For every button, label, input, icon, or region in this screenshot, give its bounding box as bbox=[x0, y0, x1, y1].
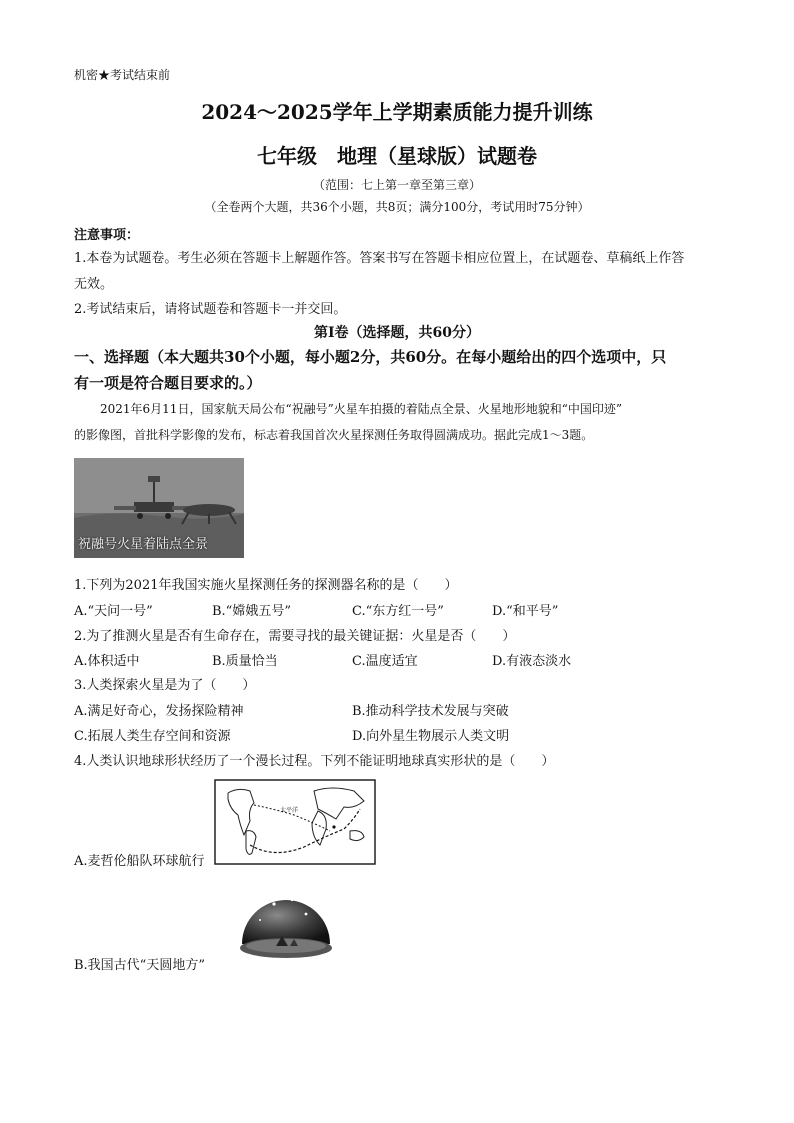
section-instruction-cont: 有一项是符合题目要求的。） bbox=[74, 374, 262, 392]
zhurong-photo bbox=[74, 458, 244, 558]
world-map-graphic bbox=[214, 779, 376, 865]
q3-option-c: C.拓展人类生存空间和资源 bbox=[74, 729, 231, 744]
q2-option-b: B.质量恰当 bbox=[212, 654, 278, 669]
q1-option-d: D.“和平号” bbox=[492, 604, 559, 619]
q1-option-c: C.“东方红一号” bbox=[352, 604, 444, 619]
section-title: 第Ⅰ卷（选择题，共60分） bbox=[313, 325, 481, 341]
q2-option-a: A.体积适中 bbox=[74, 654, 140, 669]
map-ocean-label: 太平洋 bbox=[280, 807, 299, 814]
q4-stem: 4.人类认识地球形状经历了一个漫长过程。下列不能证明地球真实形状的是（ ） bbox=[74, 754, 555, 769]
dome-graphic bbox=[236, 884, 336, 968]
q4-option-a: A.麦哲伦船队环球航行 bbox=[74, 854, 205, 869]
notes-heading: 注意事项： bbox=[74, 228, 140, 243]
q2-stem: 2.为了推测火星是否有生命存在，需要寻找的最关键证据：火星是否（ ） bbox=[74, 629, 516, 644]
tianyuan-difang-illustration bbox=[236, 884, 336, 968]
q1-option-b: B.“嫦娥五号” bbox=[212, 604, 291, 619]
photo-caption: 祝融号火星着陆点全景 bbox=[78, 537, 209, 552]
note-item-1-cont: 无效。 bbox=[74, 277, 114, 292]
note-item-1: 1.本卷为试题卷。考生必须在答题卡上解题作答。答案书写在答题卡相应位置上，在试题卷、草稿纸上作答 bbox=[74, 251, 685, 266]
exam-title: 2024～2025学年上学期素质能力提升训练 bbox=[201, 100, 593, 124]
q2-option-d: D.有液态淡水 bbox=[492, 654, 572, 669]
section-instruction: 一、选择题（本大题共30个小题，每小题2分，共60分。在每小题给出的四个选项中，只 bbox=[74, 348, 667, 366]
passage-line-1: 2021年6月11日，国家航天局公布“祝融号”火星车拍摄的着陆点全景、火星地形地貌和“中国印迹” bbox=[100, 402, 622, 416]
exam-scope: （范围：七上第一章至第三章） bbox=[312, 178, 481, 192]
q3-option-d: D.向外星生物展示人类文明 bbox=[352, 729, 510, 744]
q3-stem: 3.人类探索火星是为了（ ） bbox=[74, 678, 256, 693]
q2-option-c: C.温度适宜 bbox=[352, 654, 418, 669]
secret-label: 机密★考试结束前 bbox=[74, 68, 171, 82]
q1-option-a: A.“天问一号” bbox=[74, 604, 153, 619]
q1-stem: 1.下列为2021年我国实施火星探测任务的探测器名称的是（ ） bbox=[74, 578, 458, 593]
q3-option-b: B.推动科学技术发展与突破 bbox=[352, 704, 509, 719]
magellan-map bbox=[214, 779, 376, 865]
exam-info: （全卷两个大题，共36个小题，共8页；满分100分，考试用时75分钟） bbox=[204, 200, 590, 214]
passage-line-2: 的影像图，首批科学影像的发布，标志着我国首次火星探测任务取得圆满成功。据此完成1～3题。 bbox=[74, 428, 594, 442]
q3-option-a: A.满足好奇心，发扬探险精神 bbox=[74, 704, 244, 719]
note-item-2: 2.考试结束后，请将试题卷和答题卡一并交回。 bbox=[74, 302, 347, 317]
exam-subtitle: 七年级 地理（星球版）试题卷 bbox=[257, 144, 537, 168]
q4-option-b: B.我国古代“天圆地方” bbox=[74, 958, 205, 973]
